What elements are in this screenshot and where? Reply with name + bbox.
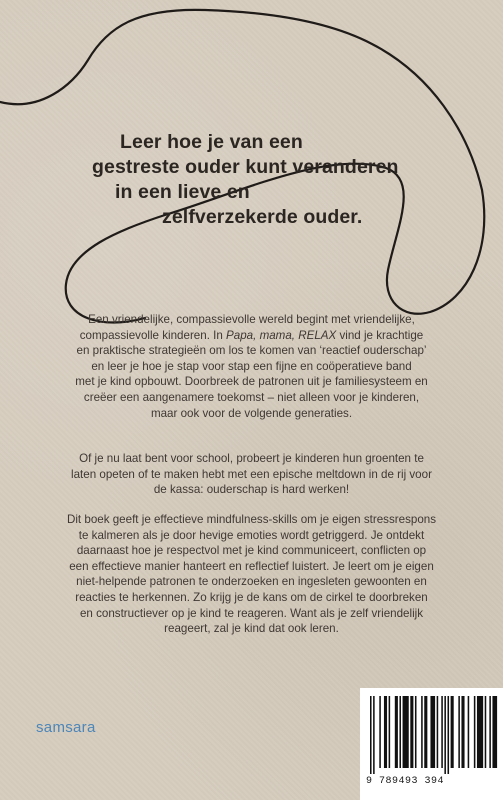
barcode-bar (489, 696, 491, 768)
paragraph-mindfulness (0, 512, 503, 637)
barcode-bar (370, 696, 372, 774)
publisher-logo: samsara (36, 719, 96, 736)
paragraph-intro-line: met je kind opbouwt. Doorbreek de patronen uit je familiesysteem en (75, 375, 428, 389)
barcode-bar (451, 696, 454, 768)
barcode-bar (441, 696, 443, 768)
paragraph-intro-line: en praktische strategieën om los te komen van ‘reactief ouderschap’ (76, 344, 427, 358)
barcode-bar (430, 696, 435, 768)
paragraph-intro (0, 312, 503, 421)
paragraph-mindfulness-line: niet-helpende patronen te onderzoeken en ingesleten gewoonten en (76, 575, 427, 589)
barcode-bar (373, 696, 375, 774)
paragraph-school-line: laten opeten of te maken hebt met een epische meltdown in de rij voor (71, 467, 432, 481)
barcode-bar (415, 696, 417, 768)
headline (0, 130, 503, 230)
isbn-number: 9 789493 394 (366, 776, 445, 787)
paragraph-mindfulness-line: daarnaast hoe je respectvol met je kind communiceert, conflicten op (76, 544, 427, 558)
barcode-bar (389, 696, 391, 768)
paragraph-mindfulness-line: Dit boek geeft je effectieve mindfulness-skills om je eigen stressrespons (66, 513, 437, 526)
text-segment: compassievolle kinderen. In (79, 328, 227, 342)
barcode-bar (458, 696, 460, 768)
headline-line-2: gestreste ouder kunt veranderen (92, 156, 399, 178)
paragraph-mindfulness-line: en constructiever op je kind te reageren. Want als je zelf vriendelijk (79, 606, 424, 620)
book-title-italic: Papa, mama, RELAX (226, 328, 337, 342)
barcode-bar (468, 696, 470, 768)
barcode-bar (424, 696, 427, 768)
barcode-bar (421, 696, 423, 768)
paragraph-school (0, 451, 503, 498)
headline-line-3: in een lieve en (115, 181, 250, 203)
barcode-bar (477, 696, 483, 768)
barcode-bar (492, 696, 497, 768)
paragraph-school-line: de kassa: ouderschap is hard werken! (153, 483, 350, 497)
barcode-bar (448, 696, 450, 774)
headline-line-4: zelfverzekerde ouder. (162, 206, 363, 228)
paragraph-intro-line (0, 328, 503, 344)
paragraph-mindfulness-line: reageert, zal je kind dat ook leren. (164, 622, 339, 636)
barcode-icon (368, 696, 498, 774)
paragraph-mindfulness-line: reacties te herkennen. Zo krijg je de kans om de cirkel te doorbreken (75, 590, 428, 604)
barcode-bar (474, 696, 476, 768)
barcode-bar (384, 696, 387, 768)
barcode-bar (395, 696, 398, 768)
barcode-bar (410, 696, 413, 768)
barcode-bar (437, 696, 439, 768)
barcode-bar (444, 696, 446, 774)
paragraph-mindfulness-line: een effectieve manier hanteert en reflectief luistert. Je leert om je eigen (69, 559, 434, 573)
barcode-bar (379, 696, 381, 768)
paragraph-intro-line: creëer een aangenamere toekomst – niet alleen voor je kinderen, (83, 390, 420, 404)
headline-line-1: Leer hoe je van een (120, 131, 303, 153)
paragraph-mindfulness-line: te kalmeren als je door hevige emoties wordt getriggerd. Je ontdekt (78, 528, 425, 542)
paragraph-intro-line: maar ook voor de volgende generaties. (150, 406, 353, 420)
paragraph-intro-line: en leer je hoe je stap voor stap een fijne en coöperatieve band (91, 359, 412, 373)
paragraph-intro-line: Een vriendelijke, compassievolle wereld begint met vriendelijke, (88, 313, 415, 326)
text-segment: vind je krachtige (336, 328, 424, 342)
barcode-bar (461, 696, 464, 768)
barcode-area (360, 688, 503, 800)
barcode-bar (485, 696, 487, 768)
barcode-bar (399, 696, 401, 768)
barcode-bar (403, 696, 409, 768)
paragraph-school-line: Of je nu laat bent voor school, probeert je kinderen hun groenten te (79, 452, 424, 465)
